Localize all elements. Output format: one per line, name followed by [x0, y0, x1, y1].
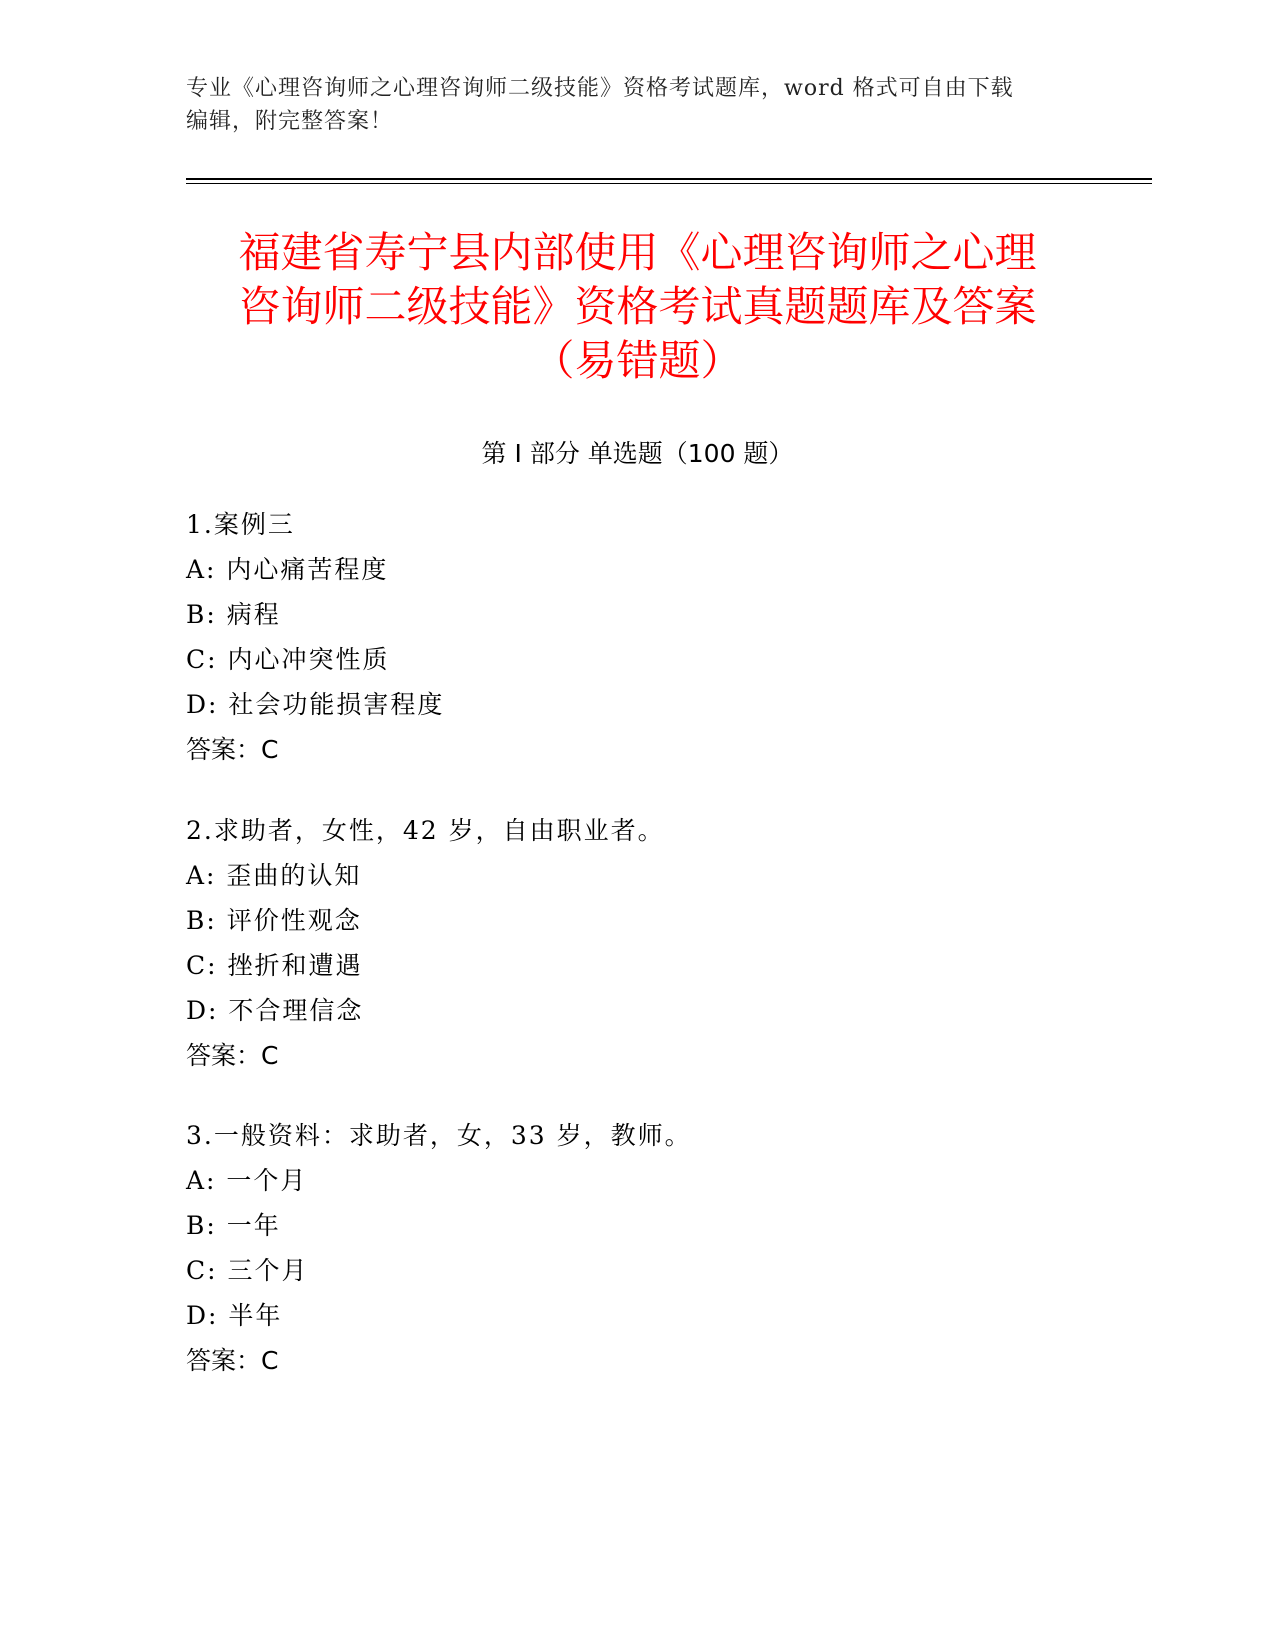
option-b: B: 一年 [186, 1211, 281, 1240]
document-title-line-2: 咨询师二级技能》资格考试真题题库及答案 [238, 282, 1037, 331]
document-title-line-1: 福建省寿宁县内部使用《心理咨询师之心理 [238, 228, 1037, 277]
answer: 答案：C [186, 1041, 279, 1070]
section-title: 第 I 部分 单选题（100 题） [481, 439, 794, 468]
option-c: C: 内心冲突性质 [186, 645, 390, 674]
option-c: C: 挫折和遭遇 [186, 951, 363, 980]
document-title [150, 226, 1125, 388]
option-a: A: 内心痛苦程度 [186, 555, 389, 584]
question-stem: 1.案例三 [186, 510, 295, 539]
header-divider-thick [186, 178, 1152, 180]
option-d: D: 半年 [186, 1301, 283, 1330]
document-title-line-3: （易错题） [532, 336, 743, 385]
question-stem: 2.求助者，女性，42 岁，自由职业者。 [186, 816, 665, 845]
option-d: D: 社会功能损害程度 [186, 690, 445, 719]
header-note [186, 72, 1086, 138]
option-b: B: 病程 [186, 600, 281, 629]
option-c: C: 三个月 [186, 1256, 309, 1285]
option-b: B: 评价性观念 [186, 906, 362, 935]
answer: 答案：C [186, 735, 279, 764]
answer: 答案：C [186, 1346, 279, 1375]
header-divider-thin [186, 183, 1152, 184]
option-d: D: 不合理信念 [186, 996, 364, 1025]
question-1 [186, 502, 1086, 772]
question-3 [186, 1113, 1086, 1383]
question-2 [186, 808, 1086, 1078]
option-a: A: 一个月 [186, 1166, 308, 1195]
option-a: A: 歪曲的认知 [186, 861, 362, 890]
header-note-line-2: 编辑，附完整答案！ [186, 109, 394, 134]
header-note-line-1: 专业《心理咨询师之心理咨询师二级技能》资格考试题库，word 格式可自由下载 [186, 76, 1014, 101]
question-stem: 3.一般资料：求助者，女，33 岁，教师。 [186, 1121, 692, 1150]
